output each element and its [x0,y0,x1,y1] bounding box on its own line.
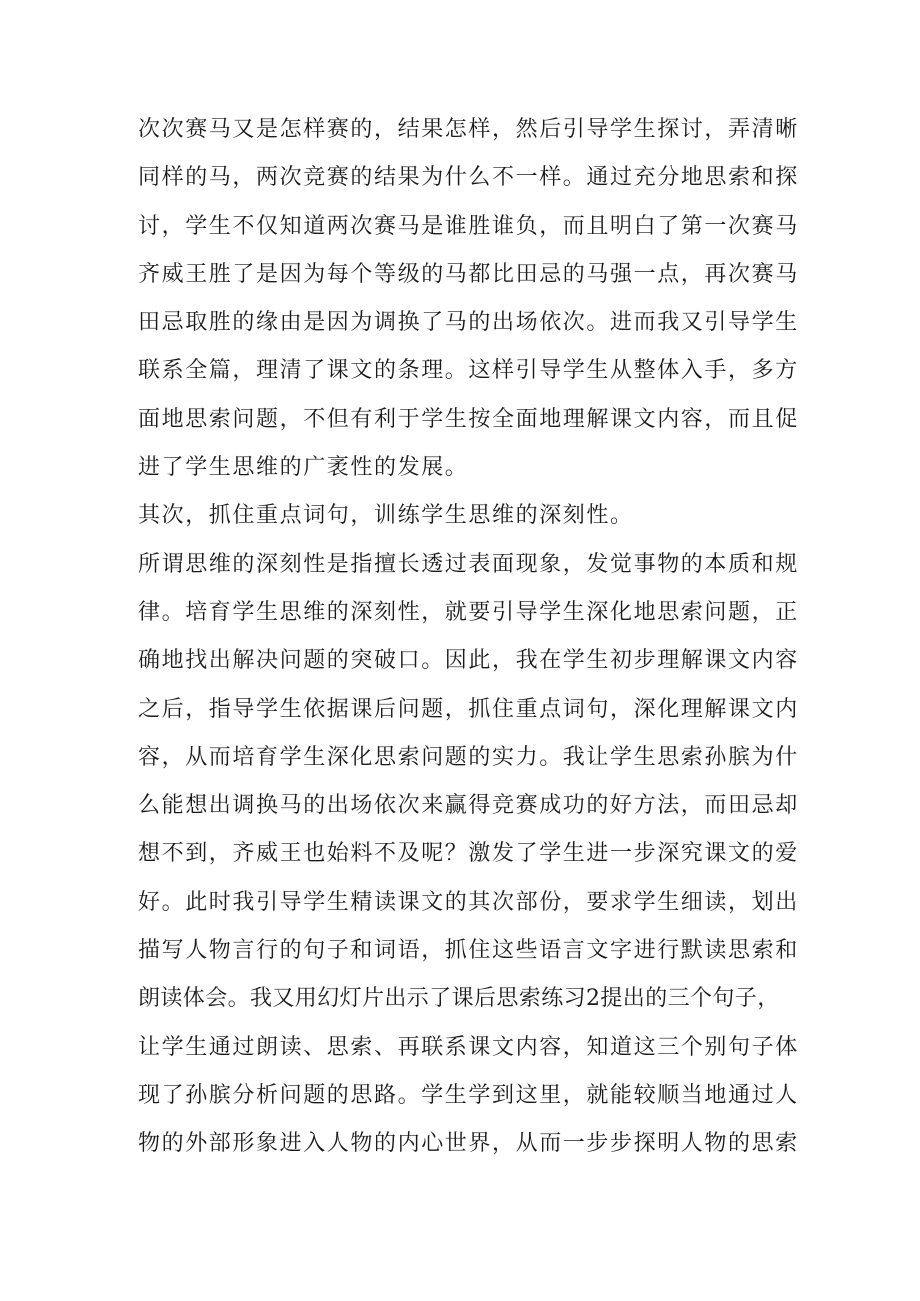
text-line: 同样的马，两次竞赛的结果为什么不一样。通过充分地思索和探 [138,165,799,191]
text-line: 齐威王胜了是因为每个等级的马都比田忌的马强一点，再次赛马 [138,261,799,287]
text-line: 面地思索问题，不但有利于学生按全面地理解课文内容，而且促 [138,406,799,432]
body-text [138,106,799,1169]
text-line: 好。此时我引导学生精读课文的其次部份，要求学生细读，划出 [138,889,799,915]
text-line: 所谓思维的深刻性是指擅长透过表面现象，发觉事物的本质和规 [138,551,799,577]
text-line: 么能想出调换马的出场依次来赢得竞赛成功的好方法，而田忌却 [138,793,799,819]
text-line: 朗读体会。我又用幻灯片出示了课后思索练习2提出的三个句子， [138,986,780,1012]
text-line: 想不到，齐威王也始料不及呢？激发了学生进一步深究课文的爱 [138,841,799,867]
text-line: 物的外部形象进入人物的内心世界，从而一步步探明人物的思索 [138,1131,799,1157]
text-line: 描写人物言行的句子和词语，抓住这些语言文字进行默读思索和 [138,938,799,964]
text-line: 确地找出解决问题的突破口。因此，我在学生初步理解课文内容 [138,648,799,674]
text-line: 容，从而培育学生深化思索问题的实力。我让学生思索孙膑为什 [138,744,799,770]
text-line: 进了学生思维的广袤性的发展。 [138,455,469,481]
text-line: 让学生通过朗读、思索、再联系课文内容，知道这三个别句子体 [138,1034,799,1060]
text-line: 讨，学生不仅知道两次赛马是谁胜谁负，而且明白了第一次赛马 [138,213,799,239]
text-line: 次次赛马又是怎样赛的，结果怎样，然后引导学生探讨，弄清晰 [138,117,799,142]
section-heading: 其次，抓住重点词句，训练学生思维的深刻性。 [138,503,634,529]
text-line: 现了孙膑分析问题的思路。学生学到这里，就能较顺当地通过人 [138,1082,799,1108]
text-line: 田忌取胜的缘由是因为调换了马的出场依次。进而我又引导学生 [138,310,799,336]
text-line: 联系全篇，理清了课文的条理。这样引导学生从整体入手，多方 [138,358,799,384]
text-line: 之后，指导学生依据课后问题，抓住重点词句，深化理解课文内 [138,696,799,722]
text-line: 律。培育学生思维的深刻性，就要引导学生深化地思索问题，正 [138,599,799,625]
